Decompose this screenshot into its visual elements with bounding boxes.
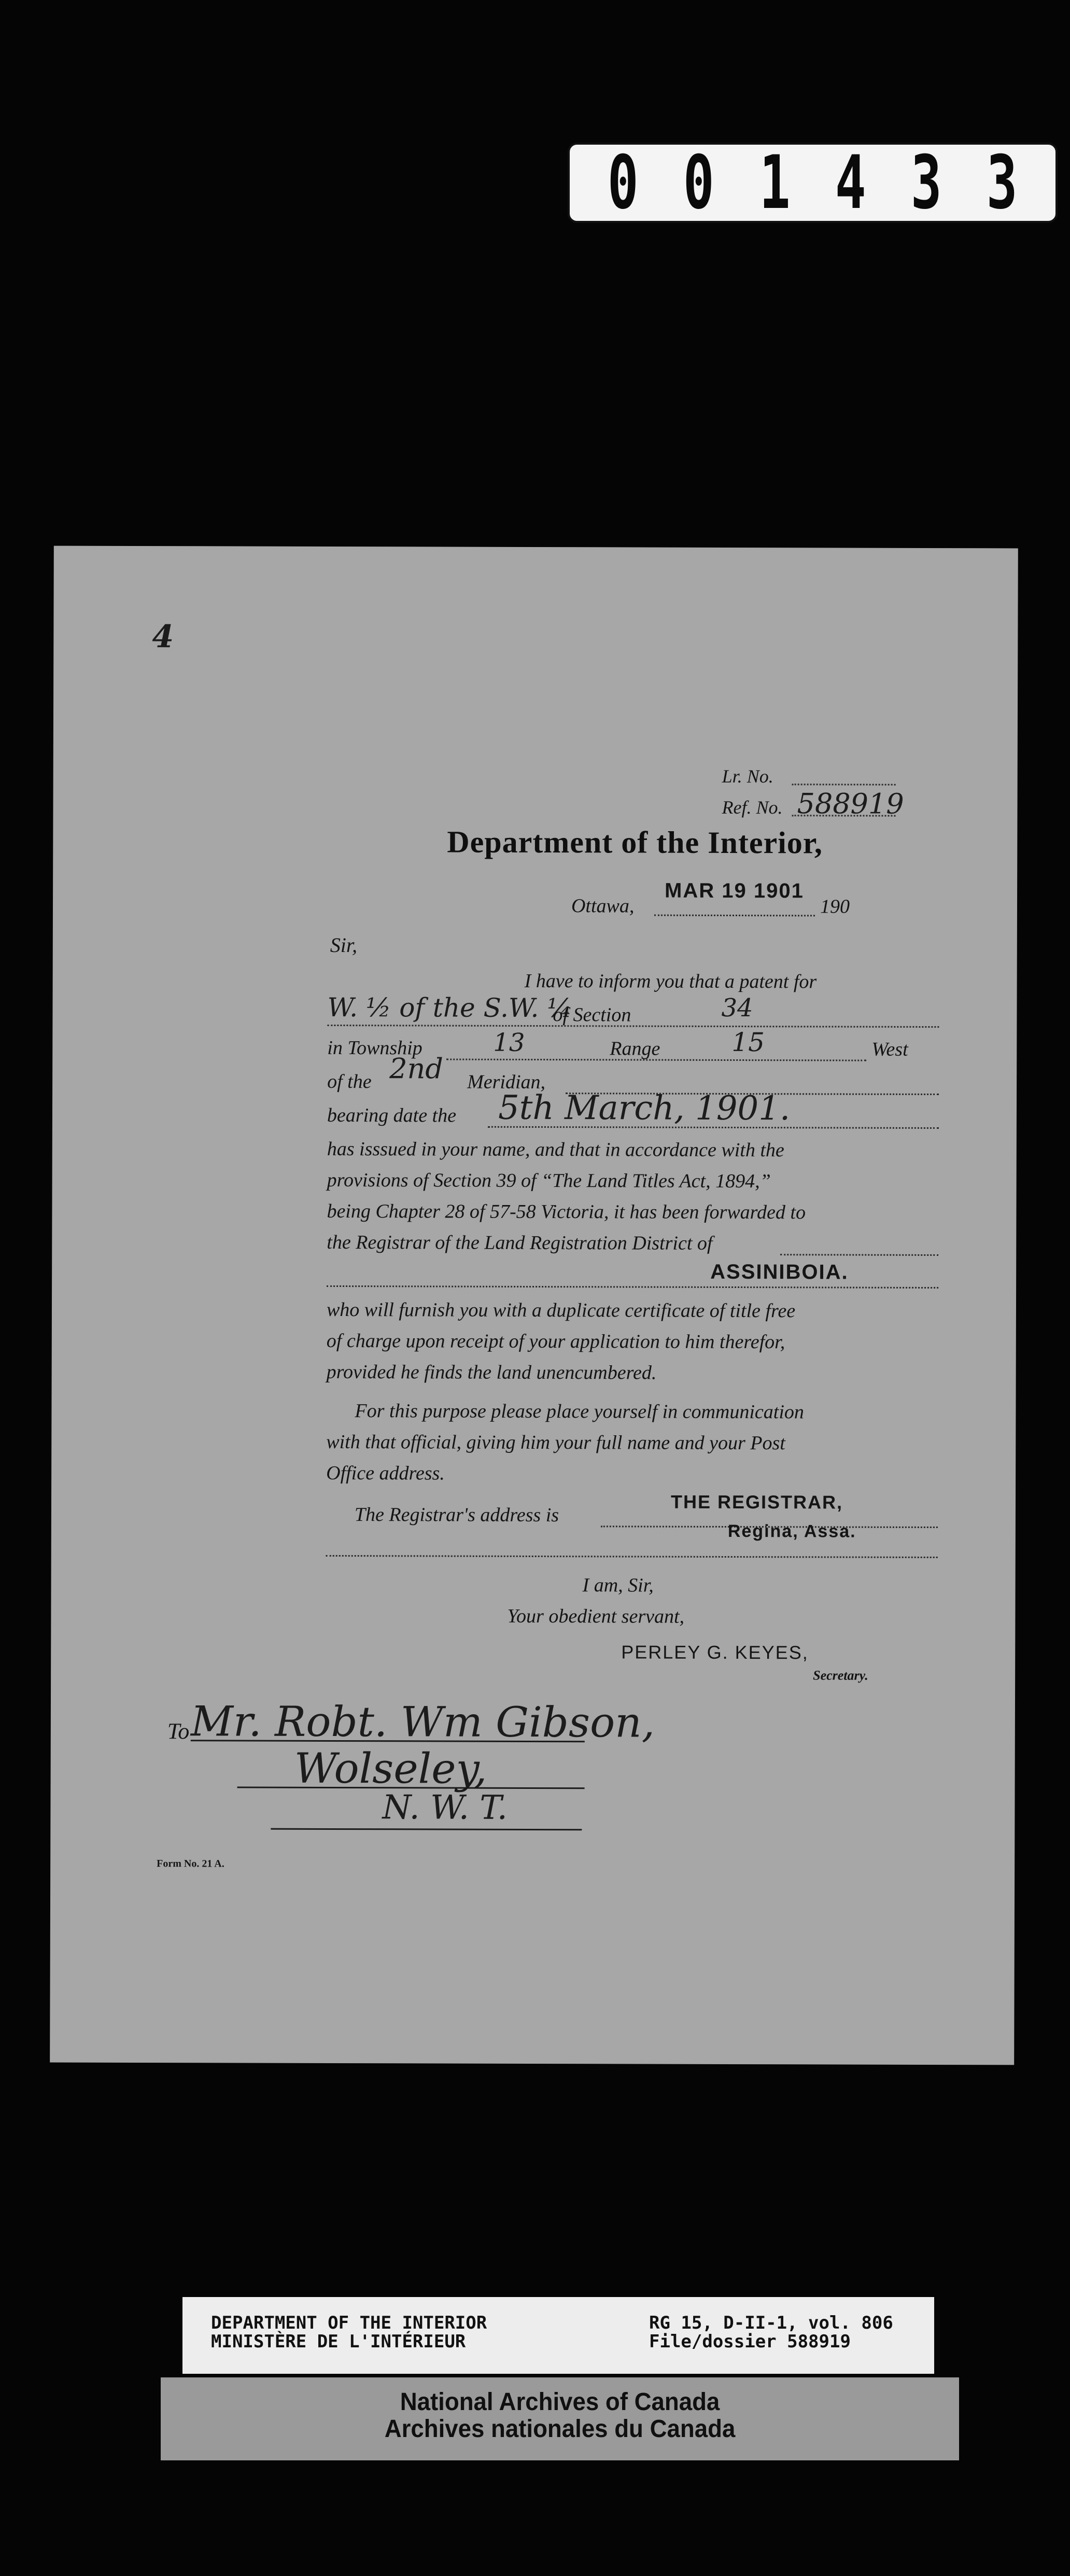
- range-number: 15: [731, 1027, 765, 1058]
- meridian-label: Meridian,: [467, 1071, 546, 1094]
- district-stamp: ASSINIBOIA.: [710, 1260, 849, 1284]
- date-stamp: MAR 19 1901: [665, 879, 804, 903]
- frame-number-digit: 3: [986, 139, 1018, 226]
- township-number: 13: [493, 1028, 525, 1057]
- frame-number-digit: 3: [910, 139, 942, 226]
- addressee-name: Mr. Robt. Wm Gibson,: [190, 1697, 655, 1747]
- township-label: in Township: [327, 1037, 423, 1059]
- section-number: 34: [721, 993, 753, 1023]
- line-official: with that official, giving him your full name and your Post: [326, 1431, 785, 1454]
- archive-reference-band: [182, 2297, 934, 2374]
- line-purpose: For this purpose please place yourself in communication: [355, 1400, 805, 1423]
- frame-number-digit: 1: [759, 139, 791, 226]
- line-office: Office address.: [326, 1462, 445, 1485]
- meridian-value: 2nd: [389, 1052, 443, 1085]
- parcel-description: W. ½ of the S.W. ¼: [327, 992, 572, 1024]
- line-provisions: provisions of Section 39 of “The Land Titles Act, 1894,”: [327, 1169, 771, 1193]
- line-provided: provided he finds the land unencumbered.: [326, 1361, 657, 1384]
- parcel-line: [327, 1025, 939, 1028]
- signatory-title: Secretary.: [813, 1668, 868, 1683]
- letter-page: [50, 546, 1018, 2065]
- township-line: [446, 1059, 866, 1061]
- address-label: The Registrar's address is: [354, 1504, 559, 1527]
- file-reference: File/dossier 588919: [649, 2331, 851, 2352]
- frame-number-digit: 0: [683, 139, 715, 226]
- addressee-territory: N. W. T.: [382, 1788, 508, 1827]
- to-label: To: [167, 1718, 190, 1744]
- place-label: Ottawa,: [571, 895, 635, 917]
- archives-label-band: [161, 2377, 959, 2460]
- salutation: Sir,: [330, 933, 358, 957]
- bearing-line: [488, 1126, 939, 1129]
- closing-2: Your obedient servant,: [507, 1605, 685, 1628]
- bearing-date: 5th March, 1901.: [498, 1088, 791, 1128]
- registrar-line: [780, 1254, 938, 1256]
- form-number: Form No. 21 A.: [157, 1858, 224, 1870]
- bearing-label: bearing date the: [327, 1104, 457, 1127]
- signatory-name: PERLEY G. KEYES,: [621, 1641, 809, 1663]
- registrar-stamp-1: THE REGISTRAR,: [670, 1491, 843, 1513]
- line-furnish: who will furnish you with a duplicate certificate of title free: [326, 1298, 796, 1322]
- intro-line: I have to inform you that a patent for: [524, 970, 817, 993]
- date-line: [654, 915, 815, 917]
- dept-french: MINISTÈRE DE L'INTÉRIEUR: [211, 2331, 466, 2352]
- ref-number: 588919: [797, 787, 904, 820]
- dept-english: DEPARTMENT OF THE INTERIOR: [211, 2313, 487, 2333]
- closing-1: I am, Sir,: [582, 1574, 654, 1597]
- letter-heading: Department of the Interior,: [447, 824, 823, 860]
- archive-reference: RG 15, D-II-1, vol. 806: [649, 2313, 893, 2333]
- corner-mark: 4: [152, 619, 174, 655]
- frame-number-plate: [568, 139, 1058, 226]
- addressee-town: Wolseley,: [294, 1744, 487, 1793]
- lr-line: [792, 783, 896, 786]
- year-suffix: 190: [820, 895, 850, 918]
- frame-number-digit: 4: [835, 139, 866, 226]
- line-chapter: being Chapter 28 of 57-58 Victoria, it has been forwarded to: [327, 1200, 806, 1224]
- district-line: [327, 1285, 938, 1289]
- registrar-stamp-2: Regina, Assa.: [727, 1521, 856, 1542]
- archives-french: Archives nationales du Canada: [384, 2415, 736, 2443]
- of-section-label: of Section: [553, 1004, 631, 1026]
- frame-number-digit: 0: [608, 139, 639, 226]
- west-label: West: [871, 1038, 908, 1060]
- archives-english: National Archives of Canada: [400, 2388, 720, 2416]
- line-registrar: the Registrar of the Land Registration District of: [327, 1231, 713, 1254]
- address-line-2: [326, 1555, 938, 1558]
- addressee-line-3: [271, 1828, 582, 1831]
- range-label: Range: [610, 1038, 660, 1060]
- lr-label: Lr. No.: [722, 765, 773, 787]
- line-issued: has isssued in your name, and that in accordance with the: [327, 1138, 784, 1161]
- ref-label: Ref. No.: [722, 796, 783, 818]
- of-the-label: of the: [327, 1070, 372, 1093]
- line-charge: of charge upon receipt of your application to him therefor,: [326, 1329, 785, 1353]
